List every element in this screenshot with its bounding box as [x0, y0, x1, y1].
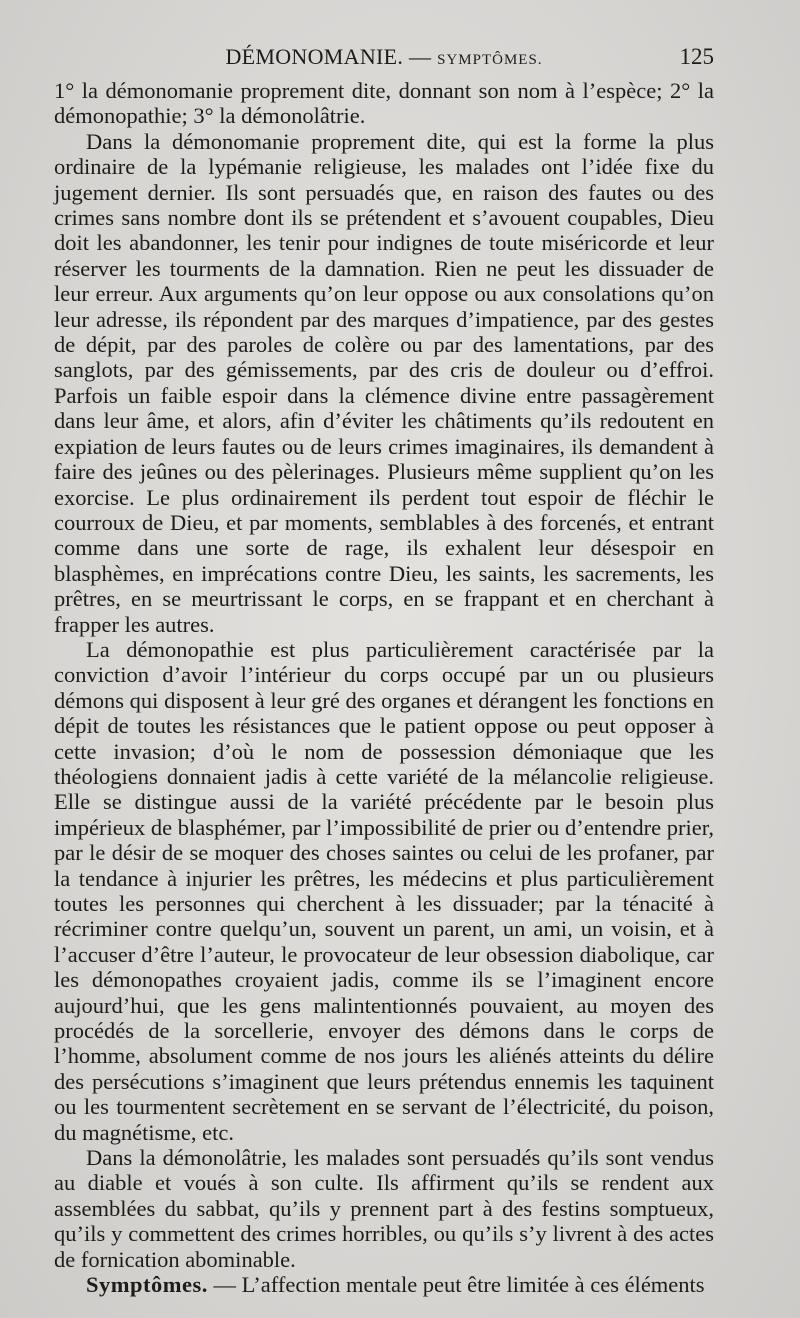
paragraph-demonopathie: La démonopathie est plus particulièrement caractérisée par la conviction d’avoir l’intérieur du corps occupé par un ou plusieurs démons qui disposent à leur gré des organes et dérangent les fonctions en dépit de toutes les résistances que le patient oppose ou peut opposer à cette invasion; d’où le nom de possession démoniaque que les théologiens donnaient jadis à cette variété de la mélancolie religieuse. Elle se distingue aussi de la variété précédente par le besoin plus impérieux de blasphémer, par l’impossibilité de prier ou d’entendre prier, par le désir de se moquer des choses saintes ou celui de les profaner, par la tendance à injurier les prêtres, les médecins et plus particulièrement toutes les personnes qui cherchent à les dissuader; par la ténacité à récriminer contre quelqu’un, souvent un parent, un ami, un voisin, et à l’accuser d’être l’auteur, le provocateur de leur obsession diabolique, car les démonopathes croyaient jadis, comme ils se l’imaginent encore aujourd’hui, que les gens malintentionnés pouvaient, au moyen des procédés de la sorcellerie, envoyer des démons dans le corps de l’homme, absolument comme de nos jours les aliénés atteints du délire des persécutions s’imaginent que leurs prétendus ennemis les taquinent ou les tourmentent secrètement en se servant de l’électricité, du poison, du magnétisme, etc. — [54, 636, 714, 1145]
paragraph-continuation: 1° la démonomanie proprement dite, donnant son nom à l’espèce; 2° la démonopathie; 3° la démonolâtrie. — [54, 78, 714, 129]
running-title — [54, 44, 714, 70]
section-heading-symptomes: Symptômes. — [86, 1272, 208, 1298]
paragraph-demonolatrie: Dans la démonolâtrie, les malades sont persuadés qu’ils sont vendus au diable et voués à son culte. Ils affirment qu’ils se rendent aux assemblées du sabbat, qu’ils y prennent part à des festins somptueux, qu’ils y commettent des crimes horribles, ou qu’ils s’y livrent à des actes de fornication abominable. — [54, 1145, 714, 1272]
section-text-symptomes: — L’affection mentale peut être limitée à ces éléments — [213, 1272, 705, 1298]
running-header — [54, 44, 714, 74]
running-title-section: SYMPTÔMES. — [437, 52, 543, 68]
body-text — [54, 78, 714, 1298]
page-number: 125 — [679, 44, 714, 69]
paragraph-demonomanie: Dans la démonomanie proprement dite, qui est la forme la plus ordinaire de la lypémanie religieuse, les malades ont l’idée fixe du jugement dernier. Ils sont persuadés que, en raison des fautes ou des crimes sans nombre dont ils se prétendent et s’avouent coupables, Dieu doit les abandonner, les tenir pour indignes de toute miséricorde et leur réserver les tourments de la damnation. Rien ne peut les dissuader de leur erreur. Aux arguments qu’on leur oppose ou aux consolations qu’on leur adresse, ils répondent par des marques d’impatience, par des gestes de dépit, par des paroles de colère ou par des lamentations, par des sanglots, par des gémissements, par des cris de douleur ou d’effroi. Parfois un faible espoir dans la clémence divine entre passagèrement dans leur âme, et alors, afin d’éviter les châtiments qu’ils redoutent en expiation de leurs fautes ou de leurs crimes imaginaires, ils demandent à faire des jeûnes ou des pèlerinages. Plusieurs même supplient qu’on les exorcise. Le plus ordinairement ils perdent tout espoir de fléchir le courroux de Dieu, et par moments, semblables à des forcenés, et entrant comme dans une sorte de rage, ils exhalent leur désespoir en blasphèmes, en imprécations contre Dieu, les saints, les sacrements, les prêtres, en se meurtrissant le corps, en se frappant et en cherchant à frapper les autres. — [54, 128, 714, 637]
paragraph-symptomes — [54, 1272, 714, 1297]
running-title-main: DÉMONOMANIE. — — [225, 44, 432, 69]
